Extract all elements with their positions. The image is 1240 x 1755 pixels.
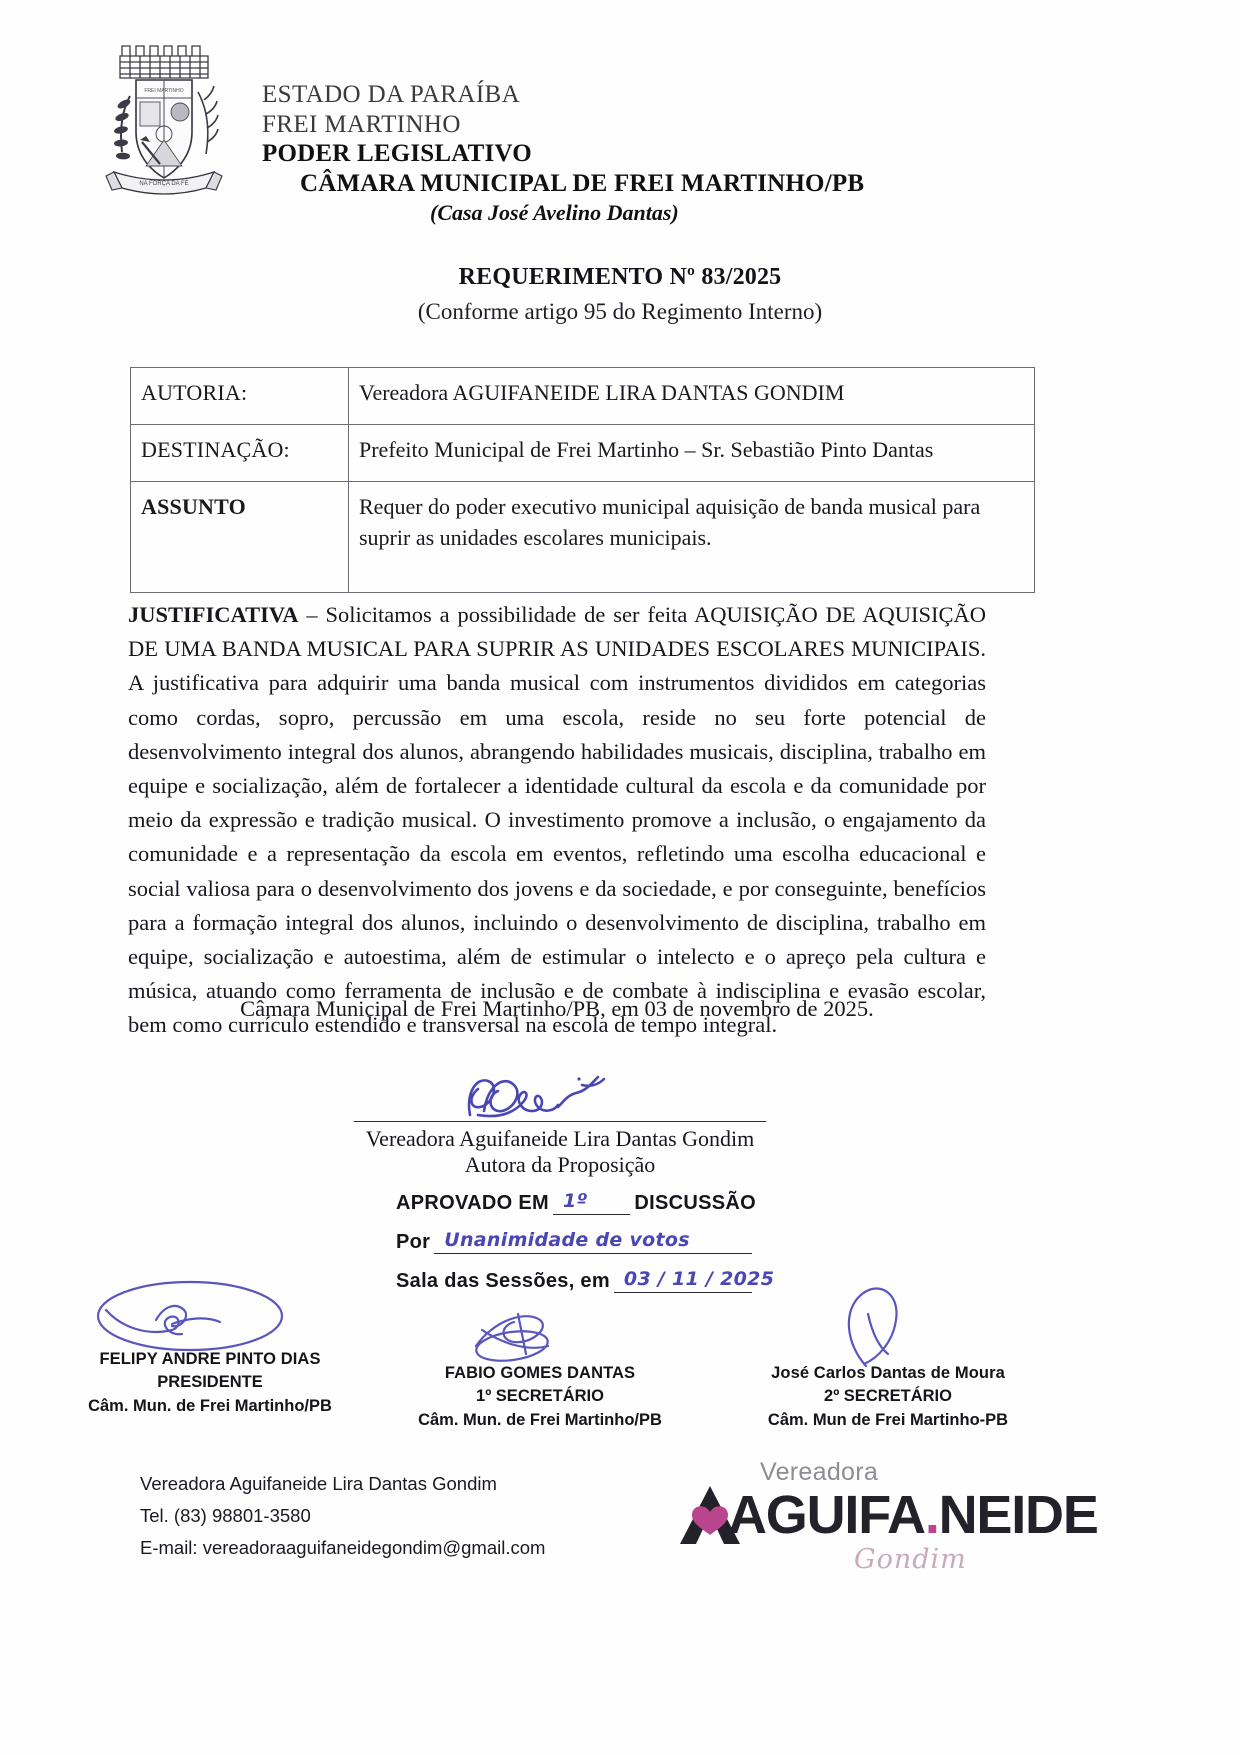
footer-logo [672, 1458, 1192, 1578]
table-row [131, 368, 1035, 425]
secretary2-chamber: Câm. Mun de Frei Martinho-PB [767, 1410, 1009, 1429]
header-city: FREI MARTINHO [262, 110, 461, 138]
header-house-name: (Casa José Avelino Dantas) [430, 200, 679, 225]
document-header [80, 22, 1150, 226]
coat-of-arms-icon [80, 22, 248, 212]
logo-script-word: Gondim [854, 1544, 967, 1575]
stamp-by-label: Por [396, 1231, 431, 1253]
logo-main-word-part1: AGUIFA [728, 1485, 925, 1545]
secretary2-name: José Carlos Dantas de Moura [771, 1364, 1005, 1382]
president-role: PRESIDENTE [157, 1373, 263, 1392]
stamp-session-handwritten: 03 / 11 / 2025 [623, 1268, 775, 1290]
author-signature-ink [340, 1075, 780, 1121]
stamp-discussion-field [553, 1190, 630, 1215]
logo-main-word [728, 1484, 1098, 1546]
secretary2-signature-ink [738, 1284, 1038, 1370]
stamp-line-session [396, 1268, 775, 1293]
table-label-destinacao: DESTINAÇÃO: [131, 425, 349, 482]
table-row [131, 425, 1035, 482]
table-label-assunto: ASSUNTO [131, 482, 349, 593]
header-text-block [262, 22, 864, 226]
justification-paragraph [128, 598, 986, 1042]
footer-contact-email: E-mail: vereadoraaguifaneidegondim@gmail.com [140, 1536, 546, 1558]
approval-stamp [396, 1190, 775, 1309]
stamp-approved-label: APROVADO EM [396, 1192, 549, 1214]
secretary1-name: FABIO GOMES DANTAS [444, 1364, 636, 1382]
president-chamber: Câm. Mun. de Frei Martinho/PB [88, 1396, 332, 1415]
secretary1-role: 1º SECRETÁRIO [476, 1387, 604, 1406]
justification-heading: JUSTIFICATIVA [128, 602, 299, 627]
logo-small-word: Vereadora [760, 1458, 879, 1486]
justification-text: Solicitamos a possibilidade de ser feita AQUISIÇÃO DE AQUISIÇÃO DE UMA BANDA MUSICAL PARA SUPRIR AS UNIDADES ESCOLARES MUNICIPAIS. A justificativa para adquirir uma banda musical com instrumentos divididos em categorias como cordas, sopro, percussão em uma escola, reside no seu forte potencial de desenvolvimento integral dos alunos, abrangendo habilidades musicais, disciplina, trabalho em equipe e socialização, além de fortalecer a identidade cultural da escola e da comunidade por meio da expressão e tradição musical. O investimento promove a inclusão, o engajamento da comunidade e a representação da escola em eventos, refletindo uma escolha educacional e social valiosa para o desenvolvimento dos jovens e da sociedade, e por conseguinte, benefícios para a formação integral dos alunos, incluindo o desenvolvimento de disciplina, trabalho em equipe, socialização e autoestima, além de estimular o intelecto e o apreço pela cultura e música, atuando como ferramenta de inclusão e de combate à indisciplina e evasão escolar, bem como currículo estendido e transversal na escola de tempo integral. [128, 602, 987, 1038]
header-chamber: CÂMARA MUNICIPAL DE FREI MARTINHO/PB [300, 169, 865, 197]
svg-text:FREI MARTINHO: FREI MARTINHO [144, 88, 184, 94]
table-row [131, 482, 1035, 593]
secretary1-signature-ink [390, 1306, 690, 1368]
signature-block-president [60, 1348, 360, 1418]
stamp-by-field [434, 1229, 752, 1254]
info-table [130, 367, 1035, 593]
table-label-autoria: AUTORIA: [131, 368, 349, 425]
author-signature-block [340, 1075, 780, 1178]
header-state: ESTADO DA PARAÍBA [262, 81, 521, 108]
header-branch: PODER LEGISLATIVO [262, 140, 532, 167]
justification-dash: – [298, 602, 326, 627]
place-and-date: Câmara Municipal de Frei Martinho/PB, em 03 de novembro de 2025. [240, 996, 874, 1021]
signature-block-secretary-1 [390, 1362, 690, 1432]
logo-main-word-part3: NEIDE [938, 1485, 1098, 1545]
footer-contact-phone: Tel. (83) 98801-3580 [140, 1504, 311, 1526]
svg-text:NA FORÇA DA FÉ: NA FORÇA DA FÉ [139, 181, 189, 187]
signature-block-secretary-2 [738, 1362, 1038, 1432]
stamp-session-field [614, 1268, 775, 1293]
table-value-destinacao: Prefeito Municipal de Frei Martinho – Sr. Sebastião Pinto Dantas [349, 425, 1035, 482]
document-title: REQUERIMENTO Nº 83/2025 [458, 264, 782, 290]
stamp-discussion-label: DISCUSSÃO [634, 1192, 756, 1214]
document-subtitle: (Conforme artigo 95 do Regimento Interno) [417, 299, 823, 324]
stamp-line-by [396, 1231, 756, 1254]
stamp-session-label: Sala das Sessões, em [396, 1270, 610, 1292]
footer-contact-name: Vereadora Aguifaneide Lira Dantas Gondim [140, 1473, 497, 1494]
footer-contact-block [140, 1468, 545, 1563]
author-name: Vereadora Aguifaneide Lira Dantas Gondim [365, 1126, 755, 1151]
secretary2-role: 2º SECRETÁRIO [824, 1387, 952, 1406]
table-value-assunto: Requer do poder executivo municipal aquisição de banda musical para suprir as unidades escolares municipais. [349, 482, 1035, 593]
table-value-autoria: Vereadora AGUIFANEIDE LIRA DANTAS GONDIM [349, 368, 1035, 425]
stamp-by-handwritten: Unanimidade de votos [444, 1229, 690, 1251]
logo-main-word-dot: . [924, 1485, 939, 1545]
author-role: Autora da Proposição [464, 1152, 656, 1177]
president-name: FELIPY ANDRE PINTO DIAS [99, 1350, 321, 1368]
president-signature-ink [60, 1276, 360, 1356]
stamp-line-discussion [396, 1192, 756, 1215]
secretary1-chamber: Câm. Mun. de Frei Martinho/PB [418, 1410, 662, 1429]
stamp-discussion-handwritten: 1º [562, 1190, 588, 1212]
